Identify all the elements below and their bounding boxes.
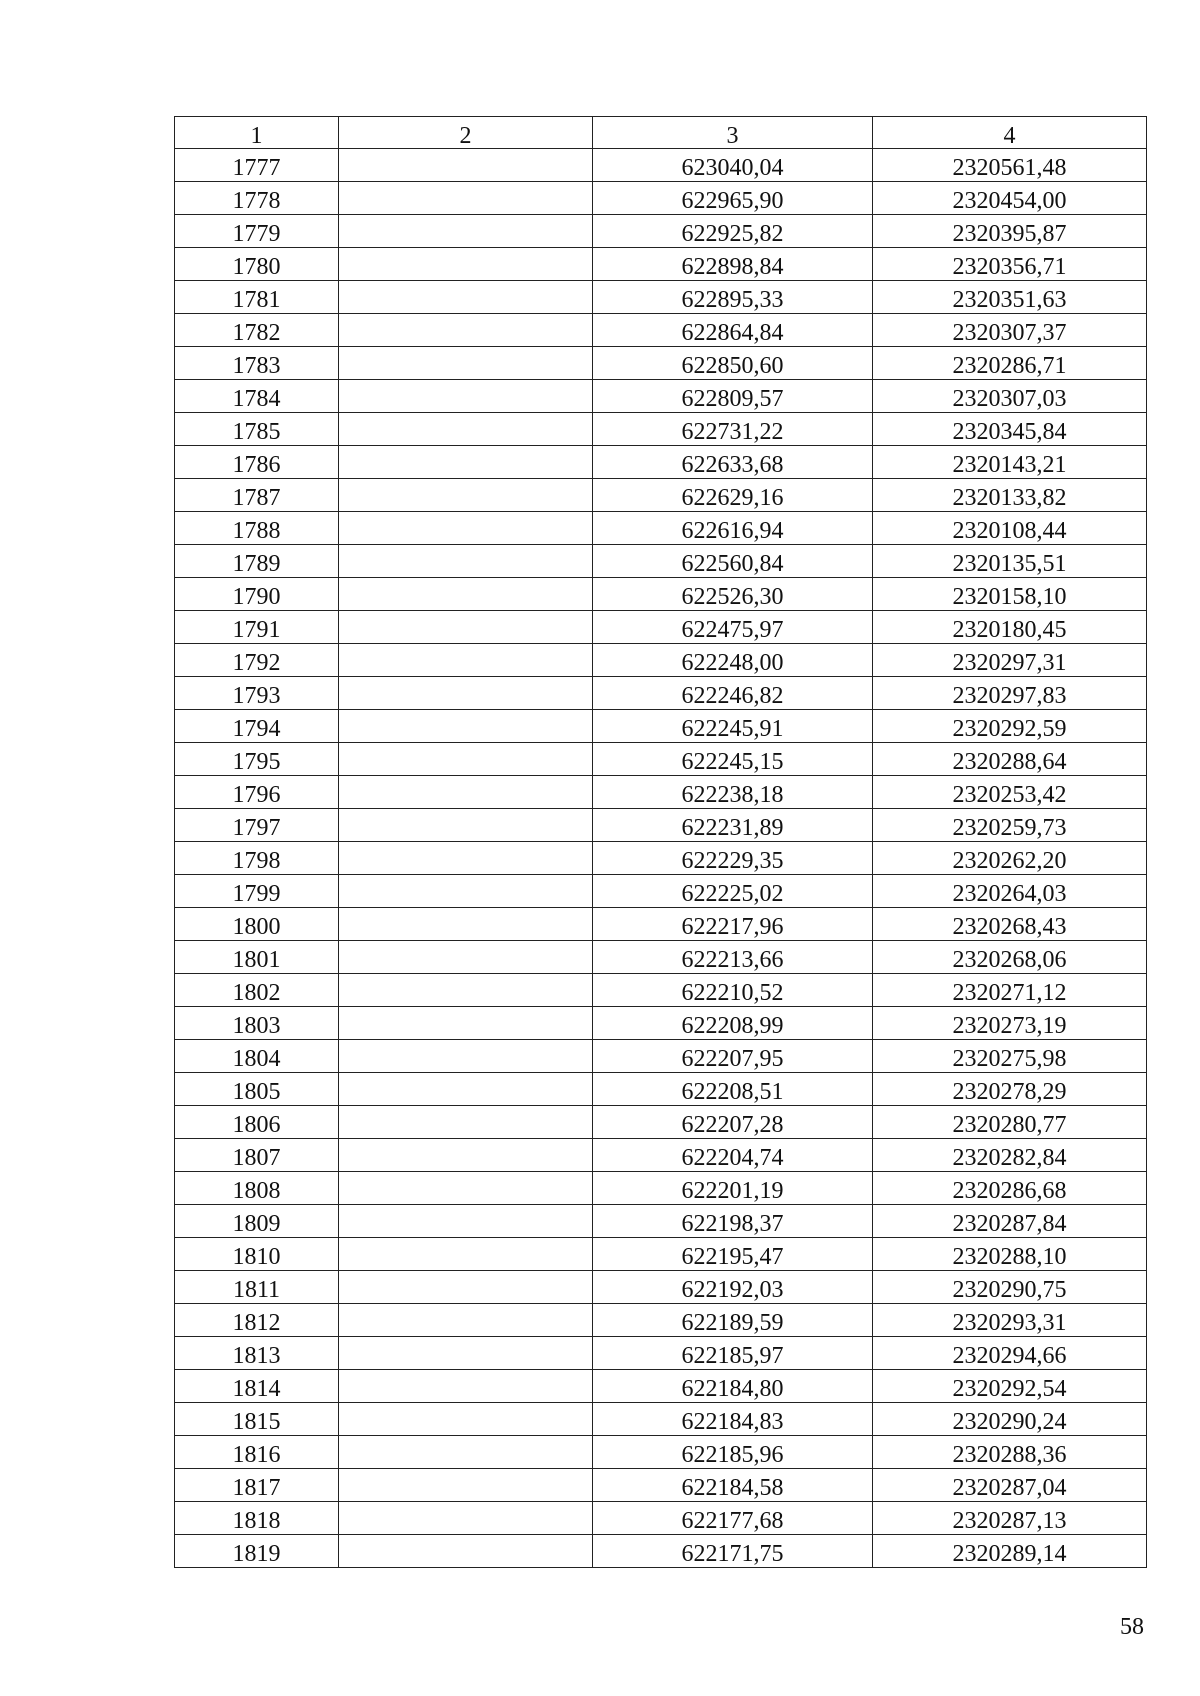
table-row: [175, 413, 1147, 446]
x-coordinate-cell: 622185,97: [593, 1337, 873, 1370]
y-coordinate-cell: 2320289,14: [873, 1535, 1147, 1568]
y-coordinate-cell: 2320307,03: [873, 380, 1147, 413]
x-coordinate-cell: 622560,84: [593, 545, 873, 578]
x-coordinate-cell: 622207,95: [593, 1040, 873, 1073]
table-row: [175, 1172, 1147, 1205]
y-coordinate-cell: 2320286,71: [873, 347, 1147, 380]
y-coordinate-cell: 2320292,59: [873, 710, 1147, 743]
point-number-cell: 1797: [175, 809, 339, 842]
empty-cell: [339, 1106, 593, 1139]
point-number-cell: 1782: [175, 314, 339, 347]
y-coordinate-cell: 2320271,12: [873, 974, 1147, 1007]
empty-cell: [339, 1172, 593, 1205]
empty-cell: [339, 875, 593, 908]
empty-cell: [339, 1337, 593, 1370]
x-coordinate-cell: 622850,60: [593, 347, 873, 380]
x-coordinate-cell: 622192,03: [593, 1271, 873, 1304]
table-row: [175, 1436, 1147, 1469]
table-row: [175, 710, 1147, 743]
x-coordinate-cell: 622201,19: [593, 1172, 873, 1205]
y-coordinate-cell: 2320293,31: [873, 1304, 1147, 1337]
point-number-cell: 1804: [175, 1040, 339, 1073]
table-row: [175, 380, 1147, 413]
x-coordinate-cell: 622925,82: [593, 215, 873, 248]
empty-cell: [339, 974, 593, 1007]
point-number-cell: 1799: [175, 875, 339, 908]
point-number-cell: 1780: [175, 248, 339, 281]
table-row: [175, 1403, 1147, 1436]
point-number-cell: 1816: [175, 1436, 339, 1469]
y-coordinate-cell: 2320273,19: [873, 1007, 1147, 1040]
column-header-2: 2: [339, 117, 593, 149]
point-number-cell: 1808: [175, 1172, 339, 1205]
table-row: [175, 1139, 1147, 1172]
y-coordinate-cell: 2320292,54: [873, 1370, 1147, 1403]
empty-cell: [339, 281, 593, 314]
table-row: [175, 1502, 1147, 1535]
empty-cell: [339, 677, 593, 710]
table-row: [175, 809, 1147, 842]
x-coordinate-cell: 622248,00: [593, 644, 873, 677]
y-coordinate-cell: 2320268,43: [873, 908, 1147, 941]
x-coordinate-cell: 622629,16: [593, 479, 873, 512]
empty-cell: [339, 1535, 593, 1568]
empty-cell: [339, 545, 593, 578]
point-number-cell: 1783: [175, 347, 339, 380]
point-number-cell: 1790: [175, 578, 339, 611]
empty-cell: [339, 1502, 593, 1535]
point-number-cell: 1813: [175, 1337, 339, 1370]
point-number-cell: 1787: [175, 479, 339, 512]
x-coordinate-cell: 622633,68: [593, 446, 873, 479]
y-coordinate-cell: 2320268,06: [873, 941, 1147, 974]
empty-cell: [339, 1205, 593, 1238]
empty-cell: [339, 1271, 593, 1304]
table-row: [175, 1238, 1147, 1271]
point-number-cell: 1810: [175, 1238, 339, 1271]
point-number-cell: 1817: [175, 1469, 339, 1502]
x-coordinate-cell: 622208,51: [593, 1073, 873, 1106]
y-coordinate-cell: 2320143,21: [873, 446, 1147, 479]
table-row: [175, 347, 1147, 380]
x-coordinate-cell: 622245,15: [593, 743, 873, 776]
y-coordinate-cell: 2320454,00: [873, 182, 1147, 215]
y-coordinate-cell: 2320288,36: [873, 1436, 1147, 1469]
x-coordinate-cell: 622195,47: [593, 1238, 873, 1271]
empty-cell: [339, 1007, 593, 1040]
point-number-cell: 1803: [175, 1007, 339, 1040]
table-row: [175, 941, 1147, 974]
y-coordinate-cell: 2320294,66: [873, 1337, 1147, 1370]
y-coordinate-cell: 2320264,03: [873, 875, 1147, 908]
empty-cell: [339, 578, 593, 611]
empty-cell: [339, 710, 593, 743]
x-coordinate-cell: 622225,02: [593, 875, 873, 908]
x-coordinate-cell: 622208,99: [593, 1007, 873, 1040]
table-row: [175, 149, 1147, 182]
empty-cell: [339, 347, 593, 380]
point-number-cell: 1818: [175, 1502, 339, 1535]
column-header-4: 4: [873, 117, 1147, 149]
point-number-cell: 1785: [175, 413, 339, 446]
empty-cell: [339, 413, 593, 446]
point-number-cell: 1812: [175, 1304, 339, 1337]
point-number-cell: 1798: [175, 842, 339, 875]
column-header-1: 1: [175, 117, 339, 149]
table-row: [175, 1007, 1147, 1040]
x-coordinate-cell: 622210,52: [593, 974, 873, 1007]
table-row: [175, 1304, 1147, 1337]
y-coordinate-cell: 2320287,84: [873, 1205, 1147, 1238]
x-coordinate-cell: 622731,22: [593, 413, 873, 446]
table-row: [175, 479, 1147, 512]
empty-cell: [339, 1403, 593, 1436]
table-row: [175, 215, 1147, 248]
empty-cell: [339, 644, 593, 677]
x-coordinate-cell: 622246,82: [593, 677, 873, 710]
empty-cell: [339, 1436, 593, 1469]
x-coordinate-cell: 622204,74: [593, 1139, 873, 1172]
empty-cell: [339, 908, 593, 941]
column-header-3: 3: [593, 117, 873, 149]
empty-cell: [339, 446, 593, 479]
y-coordinate-cell: 2320278,29: [873, 1073, 1147, 1106]
table-row: [175, 248, 1147, 281]
point-number-cell: 1778: [175, 182, 339, 215]
x-coordinate-cell: 622526,30: [593, 578, 873, 611]
x-coordinate-cell: 622238,18: [593, 776, 873, 809]
table-row: [175, 182, 1147, 215]
x-coordinate-cell: 622229,35: [593, 842, 873, 875]
table-row: [175, 908, 1147, 941]
x-coordinate-cell: 622185,96: [593, 1436, 873, 1469]
x-coordinate-cell: 623040,04: [593, 149, 873, 182]
empty-cell: [339, 314, 593, 347]
table-row: [175, 875, 1147, 908]
empty-cell: [339, 1370, 593, 1403]
x-coordinate-cell: 622171,75: [593, 1535, 873, 1568]
y-coordinate-cell: 2320307,37: [873, 314, 1147, 347]
y-coordinate-cell: 2320287,04: [873, 1469, 1147, 1502]
y-coordinate-cell: 2320158,10: [873, 578, 1147, 611]
empty-cell: [339, 479, 593, 512]
x-coordinate-cell: 622198,37: [593, 1205, 873, 1238]
point-number-cell: 1802: [175, 974, 339, 1007]
point-number-cell: 1781: [175, 281, 339, 314]
point-number-cell: 1811: [175, 1271, 339, 1304]
page-number: 58: [1120, 1614, 1144, 1640]
x-coordinate-cell: 622189,59: [593, 1304, 873, 1337]
point-number-cell: 1793: [175, 677, 339, 710]
point-number-cell: 1794: [175, 710, 339, 743]
y-coordinate-cell: 2320253,42: [873, 776, 1147, 809]
point-number-cell: 1789: [175, 545, 339, 578]
table-row: [175, 1337, 1147, 1370]
point-number-cell: 1819: [175, 1535, 339, 1568]
y-coordinate-cell: 2320180,45: [873, 611, 1147, 644]
y-coordinate-cell: 2320345,84: [873, 413, 1147, 446]
point-number-cell: 1795: [175, 743, 339, 776]
point-number-cell: 1806: [175, 1106, 339, 1139]
point-number-cell: 1777: [175, 149, 339, 182]
empty-cell: [339, 1040, 593, 1073]
table-row: [175, 1535, 1147, 1568]
table-row: [175, 314, 1147, 347]
x-coordinate-cell: 622245,91: [593, 710, 873, 743]
x-coordinate-cell: 622616,94: [593, 512, 873, 545]
y-coordinate-cell: 2320287,13: [873, 1502, 1147, 1535]
table-body: [175, 149, 1147, 1568]
point-number-cell: 1815: [175, 1403, 339, 1436]
table-row: [175, 677, 1147, 710]
y-coordinate-cell: 2320280,77: [873, 1106, 1147, 1139]
y-coordinate-cell: 2320262,20: [873, 842, 1147, 875]
table-row: [175, 1205, 1147, 1238]
x-coordinate-cell: 622895,33: [593, 281, 873, 314]
table-row: [175, 545, 1147, 578]
empty-cell: [339, 149, 593, 182]
empty-cell: [339, 611, 593, 644]
empty-cell: [339, 380, 593, 413]
point-number-cell: 1809: [175, 1205, 339, 1238]
empty-cell: [339, 1238, 593, 1271]
empty-cell: [339, 1469, 593, 1502]
table-row: [175, 1073, 1147, 1106]
empty-cell: [339, 941, 593, 974]
point-number-cell: 1779: [175, 215, 339, 248]
x-coordinate-cell: 622213,66: [593, 941, 873, 974]
y-coordinate-cell: 2320297,31: [873, 644, 1147, 677]
table-row: [175, 1370, 1147, 1403]
empty-cell: [339, 182, 593, 215]
table-row: [175, 776, 1147, 809]
y-coordinate-cell: 2320395,87: [873, 215, 1147, 248]
point-number-cell: 1791: [175, 611, 339, 644]
x-coordinate-cell: 622475,97: [593, 611, 873, 644]
table-row: [175, 281, 1147, 314]
y-coordinate-cell: 2320288,64: [873, 743, 1147, 776]
y-coordinate-cell: 2320275,98: [873, 1040, 1147, 1073]
coordinates-table: [174, 116, 1147, 1568]
table-row: [175, 1469, 1147, 1502]
table-row: [175, 1106, 1147, 1139]
x-coordinate-cell: 622809,57: [593, 380, 873, 413]
empty-cell: [339, 1073, 593, 1106]
table-row: [175, 512, 1147, 545]
table-row: [175, 644, 1147, 677]
empty-cell: [339, 1139, 593, 1172]
point-number-cell: 1800: [175, 908, 339, 941]
empty-cell: [339, 743, 593, 776]
point-number-cell: 1801: [175, 941, 339, 974]
table-row: [175, 446, 1147, 479]
empty-cell: [339, 776, 593, 809]
y-coordinate-cell: 2320286,68: [873, 1172, 1147, 1205]
table-row: [175, 1271, 1147, 1304]
point-number-cell: 1792: [175, 644, 339, 677]
y-coordinate-cell: 2320290,24: [873, 1403, 1147, 1436]
point-number-cell: 1788: [175, 512, 339, 545]
empty-cell: [339, 1304, 593, 1337]
x-coordinate-cell: 622207,28: [593, 1106, 873, 1139]
point-number-cell: 1796: [175, 776, 339, 809]
table-row: [175, 611, 1147, 644]
x-coordinate-cell: 622184,80: [593, 1370, 873, 1403]
table-header-row: [175, 117, 1147, 149]
x-coordinate-cell: 622177,68: [593, 1502, 873, 1535]
y-coordinate-cell: 2320282,84: [873, 1139, 1147, 1172]
table-row: [175, 974, 1147, 1007]
y-coordinate-cell: 2320288,10: [873, 1238, 1147, 1271]
table-row: [175, 578, 1147, 611]
table-row: [175, 842, 1147, 875]
point-number-cell: 1807: [175, 1139, 339, 1172]
empty-cell: [339, 248, 593, 281]
y-coordinate-cell: 2320561,48: [873, 149, 1147, 182]
table-row: [175, 743, 1147, 776]
table-row: [175, 1040, 1147, 1073]
point-number-cell: 1814: [175, 1370, 339, 1403]
y-coordinate-cell: 2320133,82: [873, 479, 1147, 512]
x-coordinate-cell: 622217,96: [593, 908, 873, 941]
x-coordinate-cell: 622231,89: [593, 809, 873, 842]
y-coordinate-cell: 2320297,83: [873, 677, 1147, 710]
x-coordinate-cell: 622898,84: [593, 248, 873, 281]
y-coordinate-cell: 2320259,73: [873, 809, 1147, 842]
empty-cell: [339, 215, 593, 248]
point-number-cell: 1784: [175, 380, 339, 413]
point-number-cell: 1805: [175, 1073, 339, 1106]
y-coordinate-cell: 2320290,75: [873, 1271, 1147, 1304]
x-coordinate-cell: 622864,84: [593, 314, 873, 347]
empty-cell: [339, 809, 593, 842]
y-coordinate-cell: 2320356,71: [873, 248, 1147, 281]
empty-cell: [339, 512, 593, 545]
y-coordinate-cell: 2320351,63: [873, 281, 1147, 314]
x-coordinate-cell: 622965,90: [593, 182, 873, 215]
point-number-cell: 1786: [175, 446, 339, 479]
empty-cell: [339, 842, 593, 875]
x-coordinate-cell: 622184,83: [593, 1403, 873, 1436]
y-coordinate-cell: 2320108,44: [873, 512, 1147, 545]
y-coordinate-cell: 2320135,51: [873, 545, 1147, 578]
x-coordinate-cell: 622184,58: [593, 1469, 873, 1502]
